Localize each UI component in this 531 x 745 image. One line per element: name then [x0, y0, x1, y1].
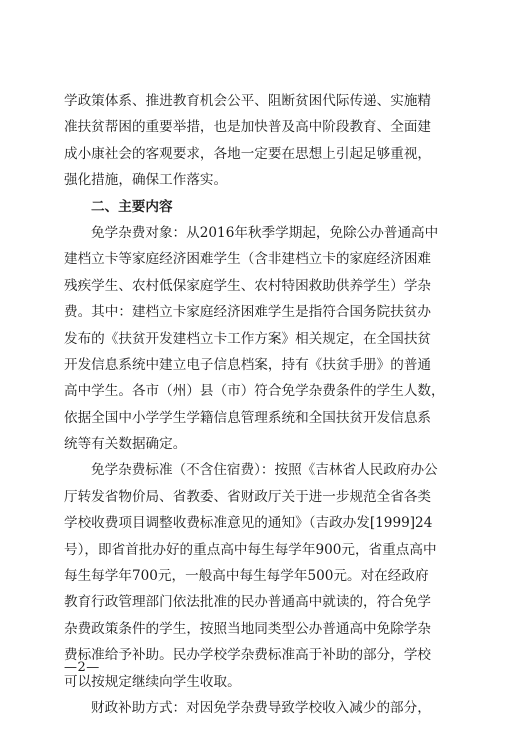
document-body	[64, 88, 470, 721]
paragraph-line: 准扶贫帮困的重要举措，也是加快普及高中阶段教育、全面建	[64, 119, 432, 136]
paragraph-line: 可以按规定继续向学生收取。	[64, 673, 241, 690]
paragraph-line: 学政策体系、推进教育机会公平、阻断贫困代际传递、实施精	[64, 93, 432, 109]
page-number: —2—	[64, 660, 100, 675]
paragraph-line: 财政补助方式：对因免学杂费导致学校收入减少的部分，	[91, 699, 431, 716]
paragraph-line: 强化措施，确保工作落实。	[64, 172, 228, 189]
paragraph-line: 号），即省首批办好的重点高中每生每学年900元，省重点高中	[64, 541, 437, 558]
paragraph-line: 教育行政管理部门依法批准的民办普通高中就读的，符合免学	[64, 594, 432, 611]
paragraph-line: 费标准给予补助。民办学校学杂费标准高于补助的部分，学校	[64, 647, 432, 664]
section-heading: 二、主要内容	[91, 198, 173, 215]
paragraph-line: 免学杂费标准（不含住宿费）：按照《吉林省人民政府办公	[91, 462, 438, 479]
paragraph-line: 成小康社会的客观要求，各地一定要在思想上引起足够重视，	[64, 145, 432, 162]
paragraph-line: 发布的《扶贫开发建档立卡工作方案》相关规定，在全国扶贫	[64, 330, 432, 347]
paragraph-line: 高中学生。各市（州）县（市）符合免学杂费条件的学生人数，	[64, 383, 445, 400]
paragraph-line: 免学杂费对象：从2016年秋季学期起，免除公办普通高中	[91, 224, 439, 241]
paragraph-line: 建档立卡等家庭经济困难学生（含非建档立卡的家庭经济困难	[64, 251, 432, 268]
paragraph-line: 残疾学生、农村低保家庭学生、农村特困救助供养学生）学杂	[64, 277, 432, 294]
paragraph-line: 学校收费项目调整收费标准意见的通知》（吉政办发[1999]24	[64, 515, 433, 532]
paragraph-line: 依据全国中小学学生学籍信息管理系统和全国扶贫开发信息系	[64, 409, 432, 426]
paragraph-line: 厅转发省物价局、省教委、省财政厅关于进一步规范全省各类	[64, 488, 432, 505]
paragraph-line: 杂费政策条件的学生，按照当地同类型公办普通高中免除学杂	[64, 620, 432, 637]
paragraph-line: 统等有关数据确定。	[64, 436, 187, 453]
paragraph-line: 每生每学年700元，一般高中每生每学年500元。对在经政府	[64, 568, 429, 585]
paragraph-line: 开发信息系统中建立电子信息档案，持有《扶贫手册》的普通	[64, 356, 432, 373]
paragraph-line: 费。其中：建档立卡家庭经济困难学生是指符合国务院扶贫办	[64, 304, 432, 321]
